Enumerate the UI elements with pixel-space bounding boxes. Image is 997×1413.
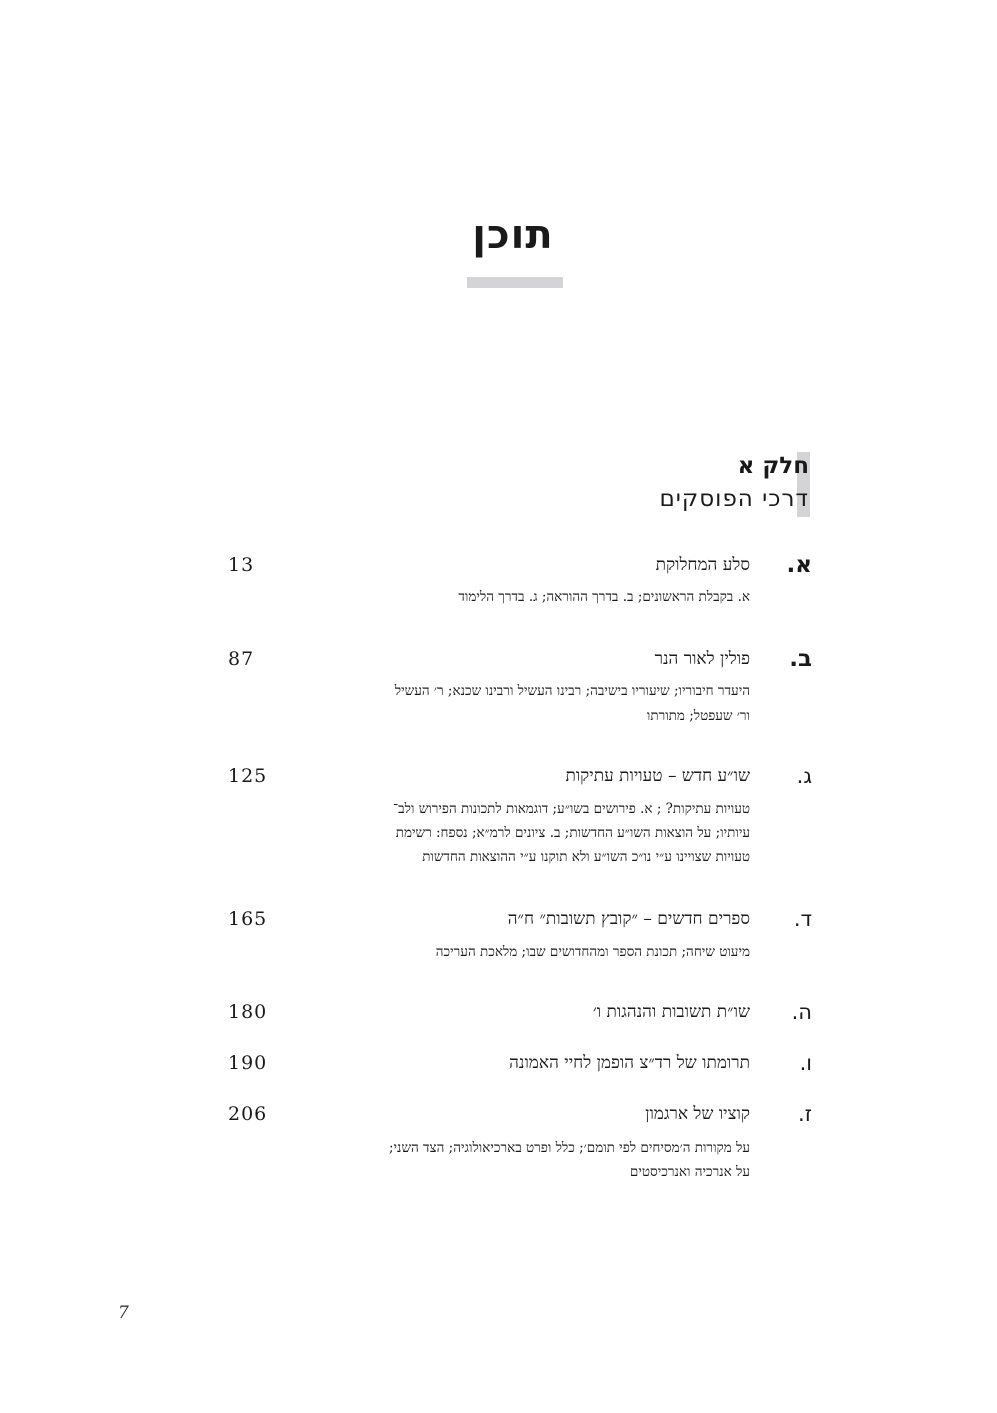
entry-title[interactable]: סלע המחלוקת (655, 555, 750, 575)
entry-letter: ג. (796, 764, 812, 788)
entry-subtitle: מיעוט שיחה; תכונת הספר ומהחדושים שבו; מלאכת העריכה (435, 944, 750, 960)
entry-letter: ה. (791, 1000, 812, 1024)
part-heading (409, 452, 809, 518)
entry-page-number[interactable]: 87 (228, 648, 255, 670)
entry-page-number[interactable]: 180 (228, 1001, 268, 1023)
part-title: דרכי הפוסקים (659, 486, 809, 512)
page-number: 7 (118, 1303, 129, 1323)
entry-title[interactable]: ספרים חדשים – ״קובץ תשובות״ ח״ה (507, 909, 750, 929)
page-title: תוכן (472, 212, 554, 258)
entry-title[interactable]: פולין לאור הנר (654, 649, 750, 669)
entry-letter: ד. (793, 907, 812, 931)
entry-letter: ב. (789, 646, 812, 672)
entry-subtitle-line: ור׳ שעפטל; מתורתו (646, 708, 750, 724)
entry-subtitle-line: טעויות עתיקות? ; א. פירושים בשו״ע; דוגמאות לתכונות הפירוש ולב־ (393, 801, 750, 817)
entry-page-number[interactable]: 190 (228, 1052, 268, 1074)
entry-letter: א. (786, 552, 812, 578)
entry-title[interactable]: קוציו של ארגמון (645, 1104, 750, 1124)
entry-page-number[interactable]: 13 (228, 554, 255, 576)
entry-subtitle-line: עיותיו; על הוצאות השו״ע החדשות; ב. ציונים לרמ״א; נספח: רשימת (395, 825, 750, 841)
entry-letter: ו. (799, 1051, 812, 1075)
entry-letter: ז. (798, 1102, 812, 1126)
entry-page-number[interactable]: 125 (228, 765, 268, 787)
entry-subtitle-line: טעויות שצויינו ע״י נו״כ השו״ע ולא תוקנו ע״י ההוצאות החדשות (422, 849, 750, 865)
entry-page-number[interactable]: 206 (228, 1103, 268, 1125)
entry-subtitle: א. בקבלת הראשונים; ב. בדרך ההוראה; ג. בדרך הלימוד (458, 589, 750, 605)
part-label: חלק א (737, 453, 809, 479)
entry-page-number[interactable]: 165 (228, 908, 268, 930)
entry-subtitle-line: היעדר חיבוריו; שיעוריו בישיבה; רבינו העשיל ורבינו שכנא; ר׳ העשיל (394, 683, 750, 699)
entry-title[interactable]: תרומתו של רד״צ הופמן לחיי האמונה (509, 1053, 750, 1073)
entry-subtitle-line: על מקורות ה׳מסיחים לפי תומם׳; כלל ופרט בארכיאולוגיה; הצד השני; (388, 1140, 750, 1156)
title-underline-bar (467, 277, 563, 288)
entry-title[interactable]: שו״ע חדש – טעויות עתיקות (565, 766, 750, 786)
entry-title[interactable]: שו״ת תשובות והנהגות ו׳ (592, 1002, 750, 1022)
entry-subtitle-line: על אנרכיה ואנרכיסטים (629, 1164, 750, 1180)
